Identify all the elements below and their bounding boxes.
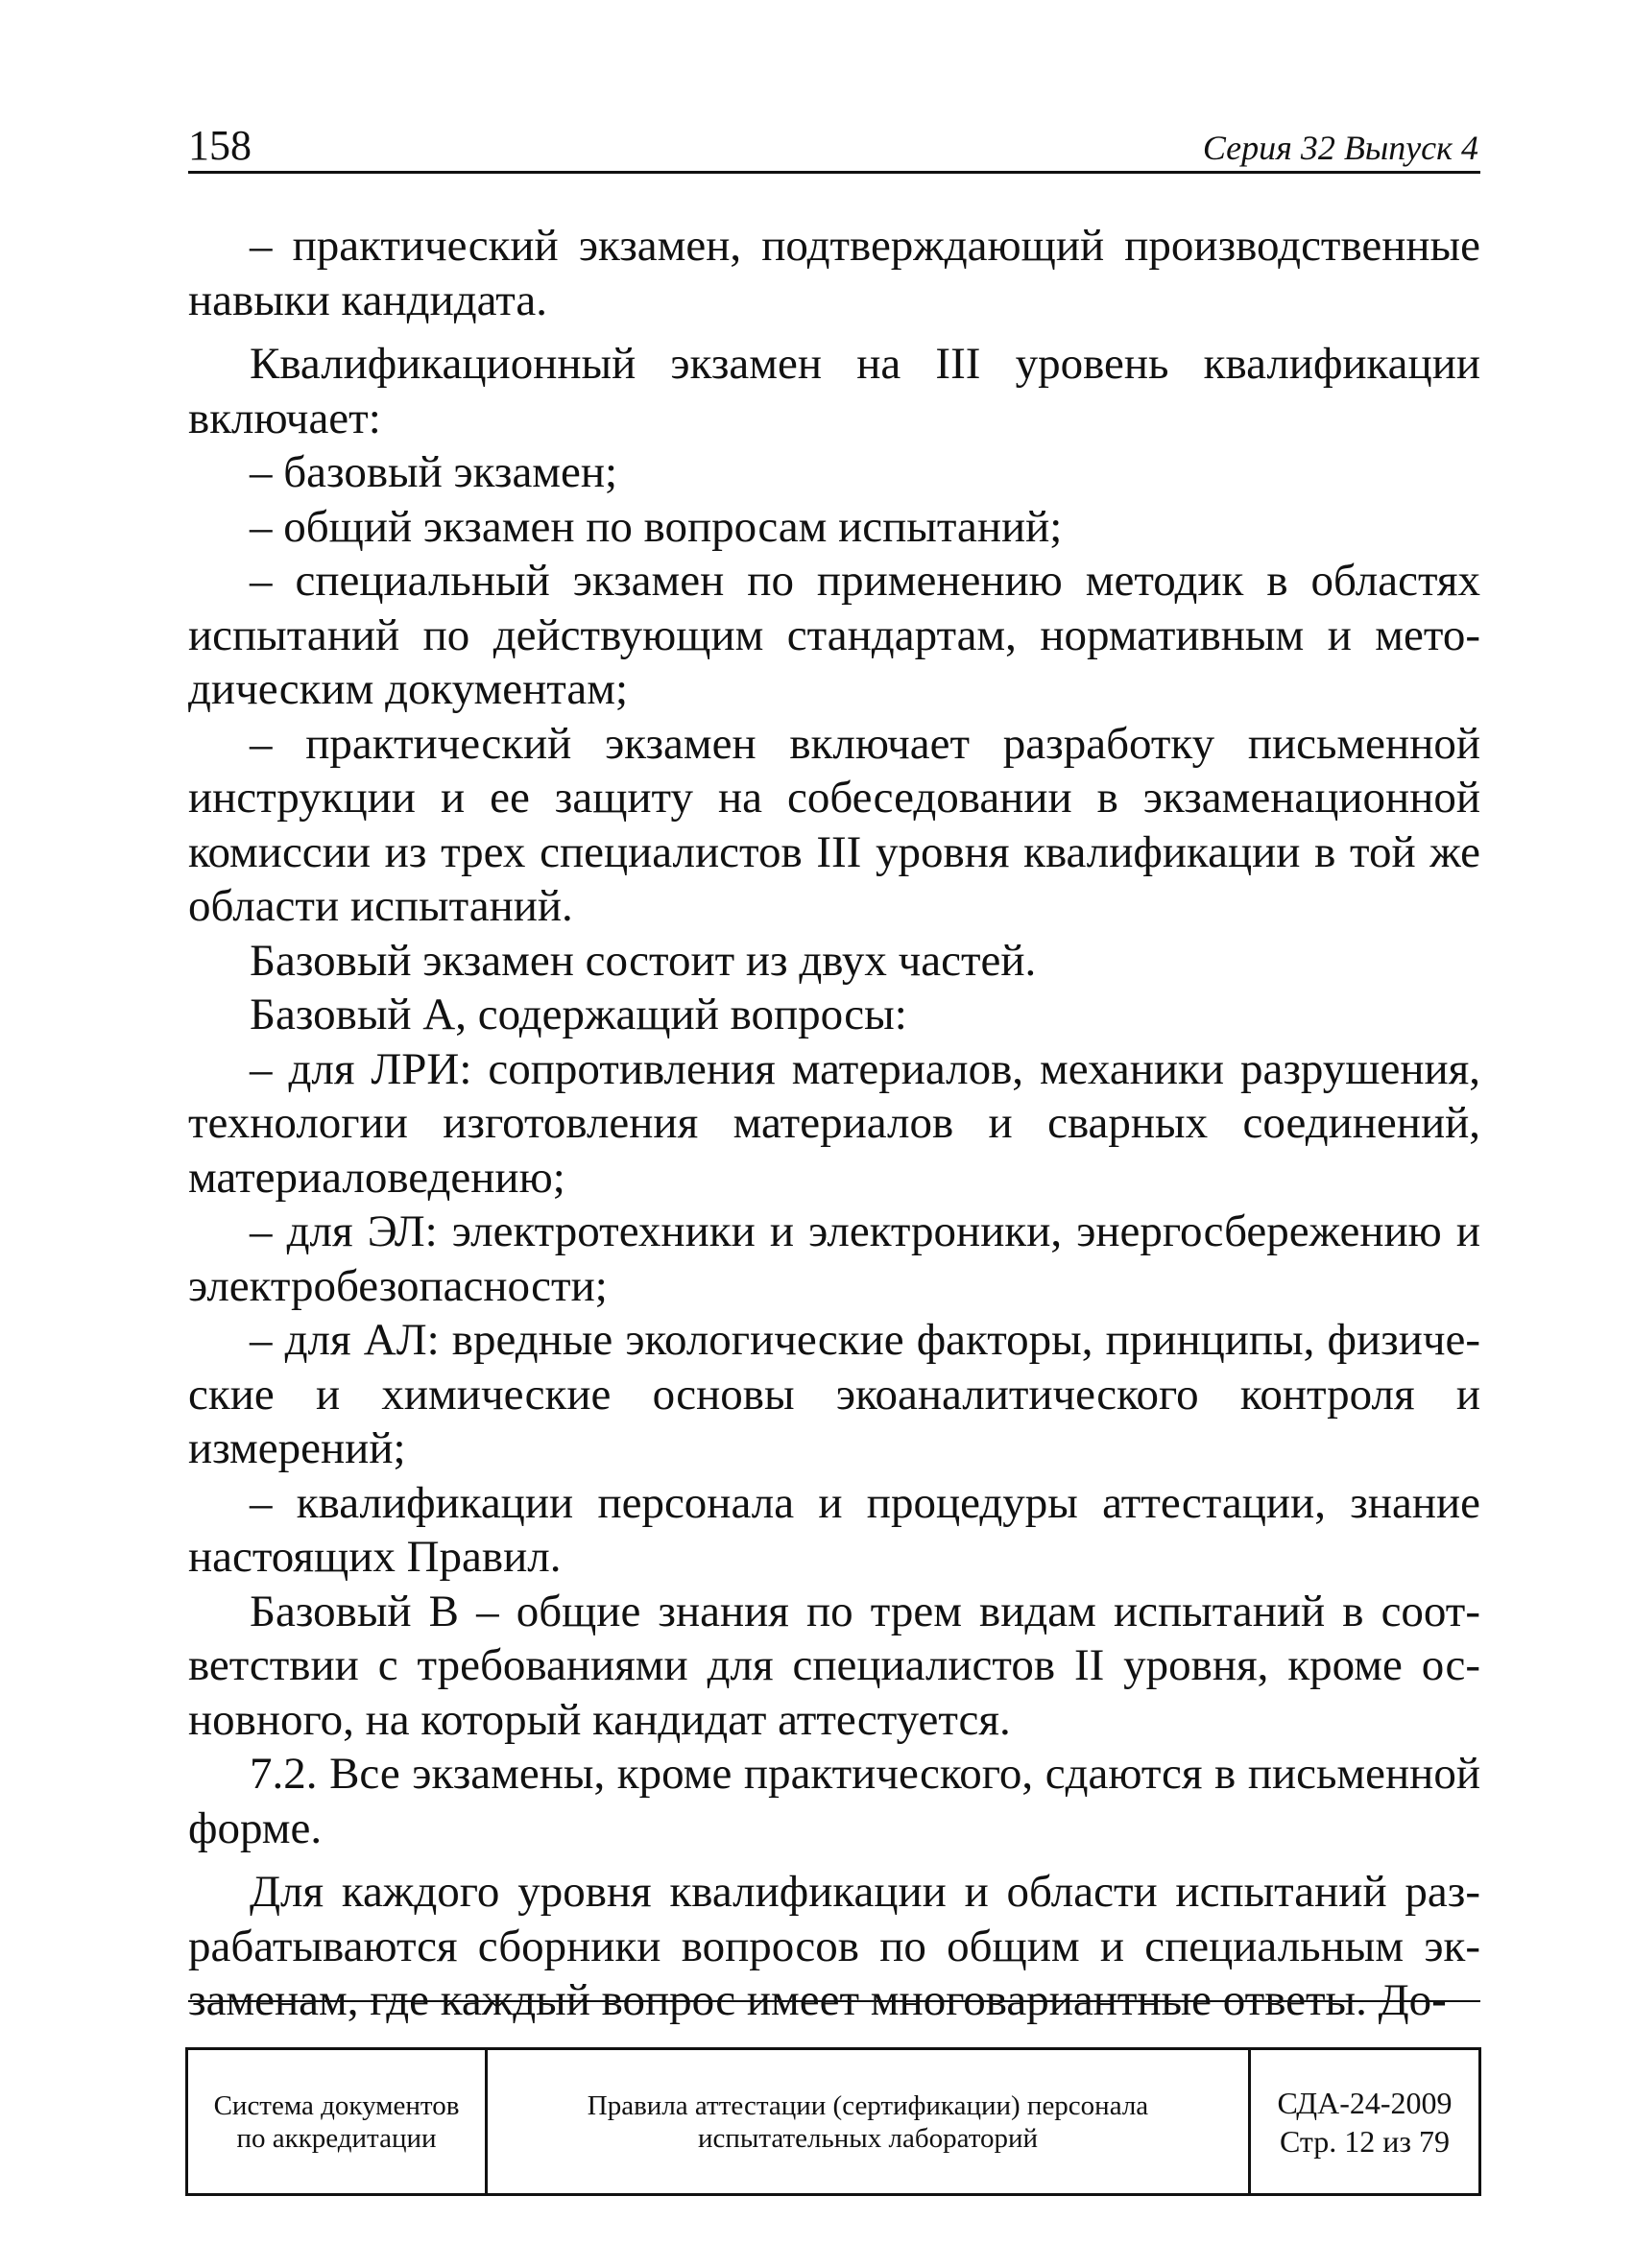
- paragraph: Базовый экзамен состоит из двух частей.: [250, 935, 1037, 986]
- footer-document-title-line: Правила аттестации (сертификации) персонала: [587, 2089, 1149, 2121]
- page-number: 158: [188, 122, 252, 169]
- paragraph: – базовый экзамен;: [250, 447, 618, 497]
- paragraph: Квалификационный экзамен на III уровень квалификации включает:: [188, 339, 1480, 443]
- paragraph: Для каждого уровня квалификации и области испытаний разрабатываются сборники вопросов по общим и специальным экзаменам, где каждый вопрос имеет многовариантные ответы. До-: [188, 1867, 1480, 2025]
- footer-divider: [188, 2000, 1480, 2002]
- footer-stamp-table: [185, 2047, 1481, 2196]
- paragraph: – общий экзамен по вопросам испытаний;: [250, 501, 1063, 552]
- paragraph: – специальный экзамен по применению методик в областях испытаний по действующим стандартам, нормативным и методическим документам;: [188, 556, 1480, 714]
- footer-code-cell: [1251, 2050, 1478, 2193]
- footer-document-title-line: испытательных лабораторий: [697, 2122, 1039, 2154]
- paragraph: – для АЛ: вредные экологические факторы, принципы, физические и химические основы экоаналитического контроля и измерений;: [188, 1315, 1480, 1473]
- footer-document-title-cell: [488, 2050, 1251, 2193]
- paragraph: Базовый В – общие знания по трем видам испытаний в соответствии с требованиями для специалистов II уровня, кроме основного, на который кандидат аттестуется.: [188, 1586, 1480, 1745]
- footer-system-cell: [188, 2050, 488, 2193]
- page-header: [188, 123, 1480, 174]
- paragraph: – квалификации персонала и процедуры аттестации, знание настоящих Правил.: [188, 1477, 1480, 1582]
- paragraph: – практический экзамен, подтверждающий производственные навыки кандидата.: [188, 221, 1480, 325]
- footer-document-code: СДА-24-2009: [1277, 2085, 1453, 2120]
- paragraph: – для ЛРИ: сопротивления материалов, механики разрушения, технологии изготовления материалов и сварных соединений, материаловедению;: [188, 1043, 1480, 1203]
- footer-system-line: по аккредитации: [236, 2122, 437, 2154]
- body-text: [188, 219, 1480, 2028]
- footer-page-count: Стр. 12 из 79: [1279, 2123, 1451, 2159]
- paragraph: – для ЭЛ: электротехники и электроники, энергосбережению и электробезопасности;: [188, 1206, 1480, 1311]
- paragraph: 7.2. Все экзамены, кроме практического, сдаются в письменной форме.: [188, 1749, 1480, 1853]
- paragraph: Базовый А, содержащий вопросы:: [250, 990, 907, 1039]
- series-title: Серия 32 Выпуск 4: [1202, 129, 1478, 167]
- paragraph: – практический экзамен включает разработку письменной инструкции и ее защиту на собеседовании в экзаменационной комиссии из трех специалистов III уровня квалификации в той же области испытаний.: [188, 718, 1480, 931]
- footer-system-line: Система документов: [213, 2089, 460, 2121]
